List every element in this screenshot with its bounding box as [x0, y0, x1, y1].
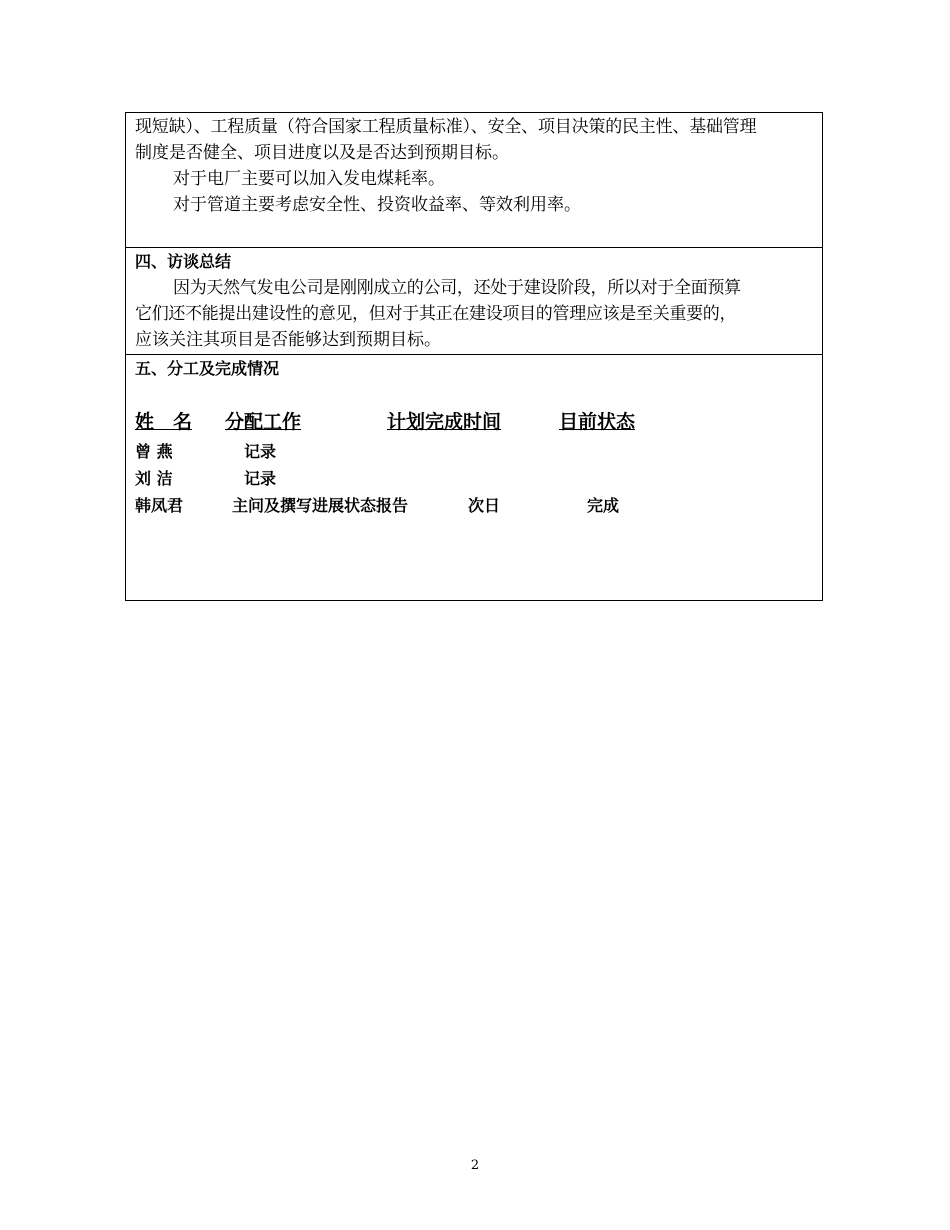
section3-line-2: 制度是否健全、项目进度以及是否达到预期目标。	[135, 143, 509, 163]
column-header-task: 分配工作	[225, 411, 302, 433]
section4-cell	[126, 247, 822, 354]
row-2-task: 记录	[244, 469, 277, 488]
section4-line-2: 它们还不能提出建设性的意见，但对于其正在建设项目的管理应该是至关重要的，	[135, 304, 737, 324]
row-2-name: 刘 洁	[135, 469, 173, 488]
column-header-status: 目前状态	[559, 411, 636, 433]
plant-paragraph: 对于电厂主要可以加入发电煤耗率。	[173, 169, 445, 189]
section4-line-1: 因为天然气发电公司是刚刚成立的公司，还处于建设阶段，所以对于全面预算	[173, 278, 741, 298]
page-number: 2	[470, 1158, 480, 1173]
section5-heading: 五、分工及完成情况	[135, 359, 280, 378]
section3-line-1: 现短缺）、工程质量（符合国家工程质量标准）、安全、项目决策的民主性、基础管理	[135, 117, 757, 137]
report-table	[125, 112, 823, 601]
row-3-name: 韩凤君	[135, 496, 184, 515]
section3-cell	[126, 113, 822, 247]
row-3-status: 完成	[587, 496, 620, 515]
section5-cell	[126, 354, 822, 600]
row-1-task: 记录	[244, 442, 277, 461]
row-3-task: 主问及撰写进展状态报告	[232, 496, 409, 515]
row-3-time: 次日	[468, 496, 501, 515]
row-1-name: 曾 燕	[135, 442, 173, 461]
column-header-name: 姓 名	[135, 411, 193, 433]
column-header-time: 计划完成时间	[387, 411, 502, 433]
section4-heading: 四、访谈总结	[135, 252, 232, 271]
section4-line-3: 应该关注其项目是否能够达到预期目标。	[135, 330, 441, 350]
pipeline-paragraph: 对于管道主要考虑安全性、投资收益率、等效利用率。	[173, 195, 581, 215]
